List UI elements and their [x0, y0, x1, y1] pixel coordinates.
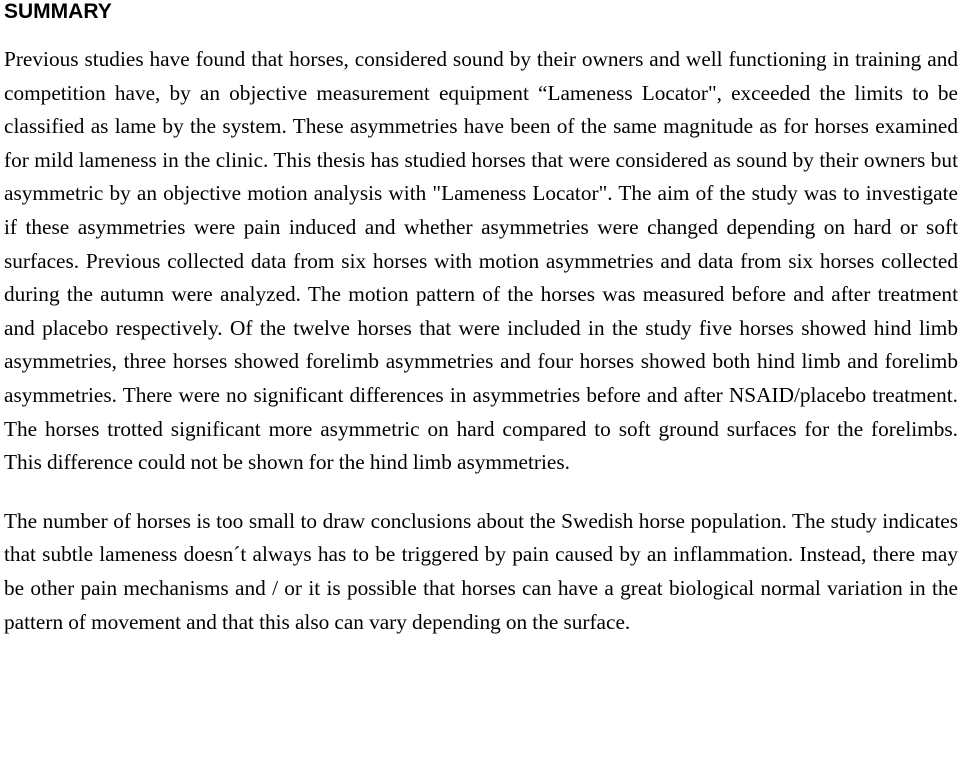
summary-paragraph-1: Previous studies have found that horses, considered sound by their owners and well functioning in training and competition have, by an objective measurement equipment “Lameness Locator", exceeded the limits to be classified as lame by the system. These asymmetries have been of the same magnitude as for horses examined for mild lameness in the clinic. This thesis has studied horses that were considered as sound by their owners but asymmetric by an objective motion analysis with "Lameness Locator". The aim of the study was to investigate if these asymmetries were pain induced and whether asymmetries were changed depending on hard or soft surfaces. Previous collected data from six horses with motion asymmetries and data from six horses collected during the autumn were analyzed. The motion pattern of the horses was measured before and after treatment and placebo respectively. Of the twelve horses that were included in the study five horses showed hind limb asymmetries, three horses showed forelimb asymmetries and four horses showed both hind limb and forelimb asymmetries. There were no significant differences in asymmetries before and after NSAID/placebo treatment. The horses trotted significant more asymmetric on hard compared to soft ground surfaces for the forelimbs. This difference could not be shown for the hind limb asymmetries.	[4, 47, 958, 475]
document-page	[4, 0, 958, 639]
summary-paragraph-2: The number of horses is too small to draw conclusions about the Swedish horse population. The study indicates that subtle lameness doesn´t always has to be triggered by pain caused by an inflammation. Instead, there may be other pain mechanisms and / or it is possible that horses can have a great biological normal variation in the pattern of movement and that this also can vary depending on the surface.	[4, 508, 958, 634]
section-heading: SUMMARY	[4, 0, 112, 23]
